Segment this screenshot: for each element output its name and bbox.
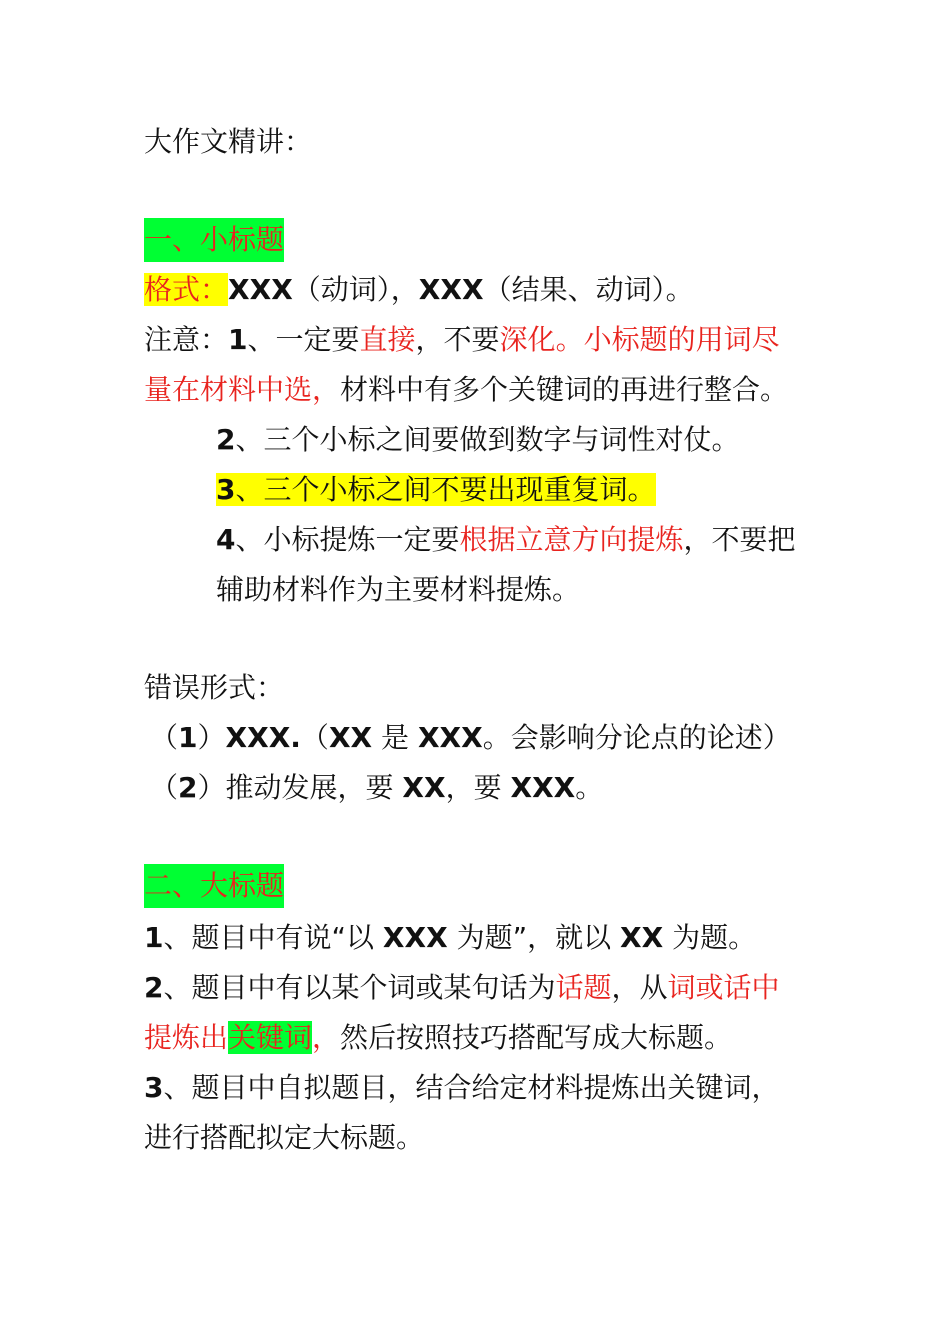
note-point-3: 3、三个小标之间不要出现重复词。 <box>216 473 656 506</box>
errors-heading: 错误形式： <box>144 671 285 704</box>
main-heading-item-2-continued: 提炼出关键词，然后按照技巧搭配写成大标题。 <box>144 1021 733 1054</box>
note-line-2: 量在材料中选，材料中有多个关键词的再进行整合。 <box>144 373 789 406</box>
main-heading-item-3: 3、题目中自拟题目，结合给定材料提炼出关键词， <box>144 1071 780 1104</box>
document-title: 大作文精讲： <box>144 125 313 158</box>
note-line-1: 注意：1、一定要直接，不要深化。小标题的用词尽 <box>144 323 780 356</box>
main-heading-item-1: 1、题目中有说“以 XXX 为题”，就以 XX 为题。 <box>144 921 757 954</box>
format-line: 格式：XXX（动词），XXX（结果、动词）。 <box>144 273 694 306</box>
note-point-4: 4、小标提炼一定要根据立意方向提炼，不要把 <box>216 523 796 556</box>
note-point-4-continued: 辅助材料作为主要材料提炼。 <box>216 573 581 606</box>
error-item-1: （1）XXX.（XX 是 XXX。会影响分论点的论述） <box>150 721 791 754</box>
section-title-main-heading: 二、大标题 <box>144 864 284 908</box>
main-heading-item-2: 2、题目中有以某个词或某句话为话题，从词或话中 <box>144 971 780 1004</box>
format-label: 格式： <box>144 273 229 306</box>
error-item-2: （2）推动发展，要 XX，要 XXX。 <box>150 771 604 804</box>
main-heading-item-3-continued: 进行搭配拟定大标题。 <box>144 1121 425 1154</box>
note-point-2: 2、三个小标之间要做到数字与词性对仗。 <box>216 423 740 456</box>
section-title-small-heading: 一、小标题 <box>144 218 284 262</box>
